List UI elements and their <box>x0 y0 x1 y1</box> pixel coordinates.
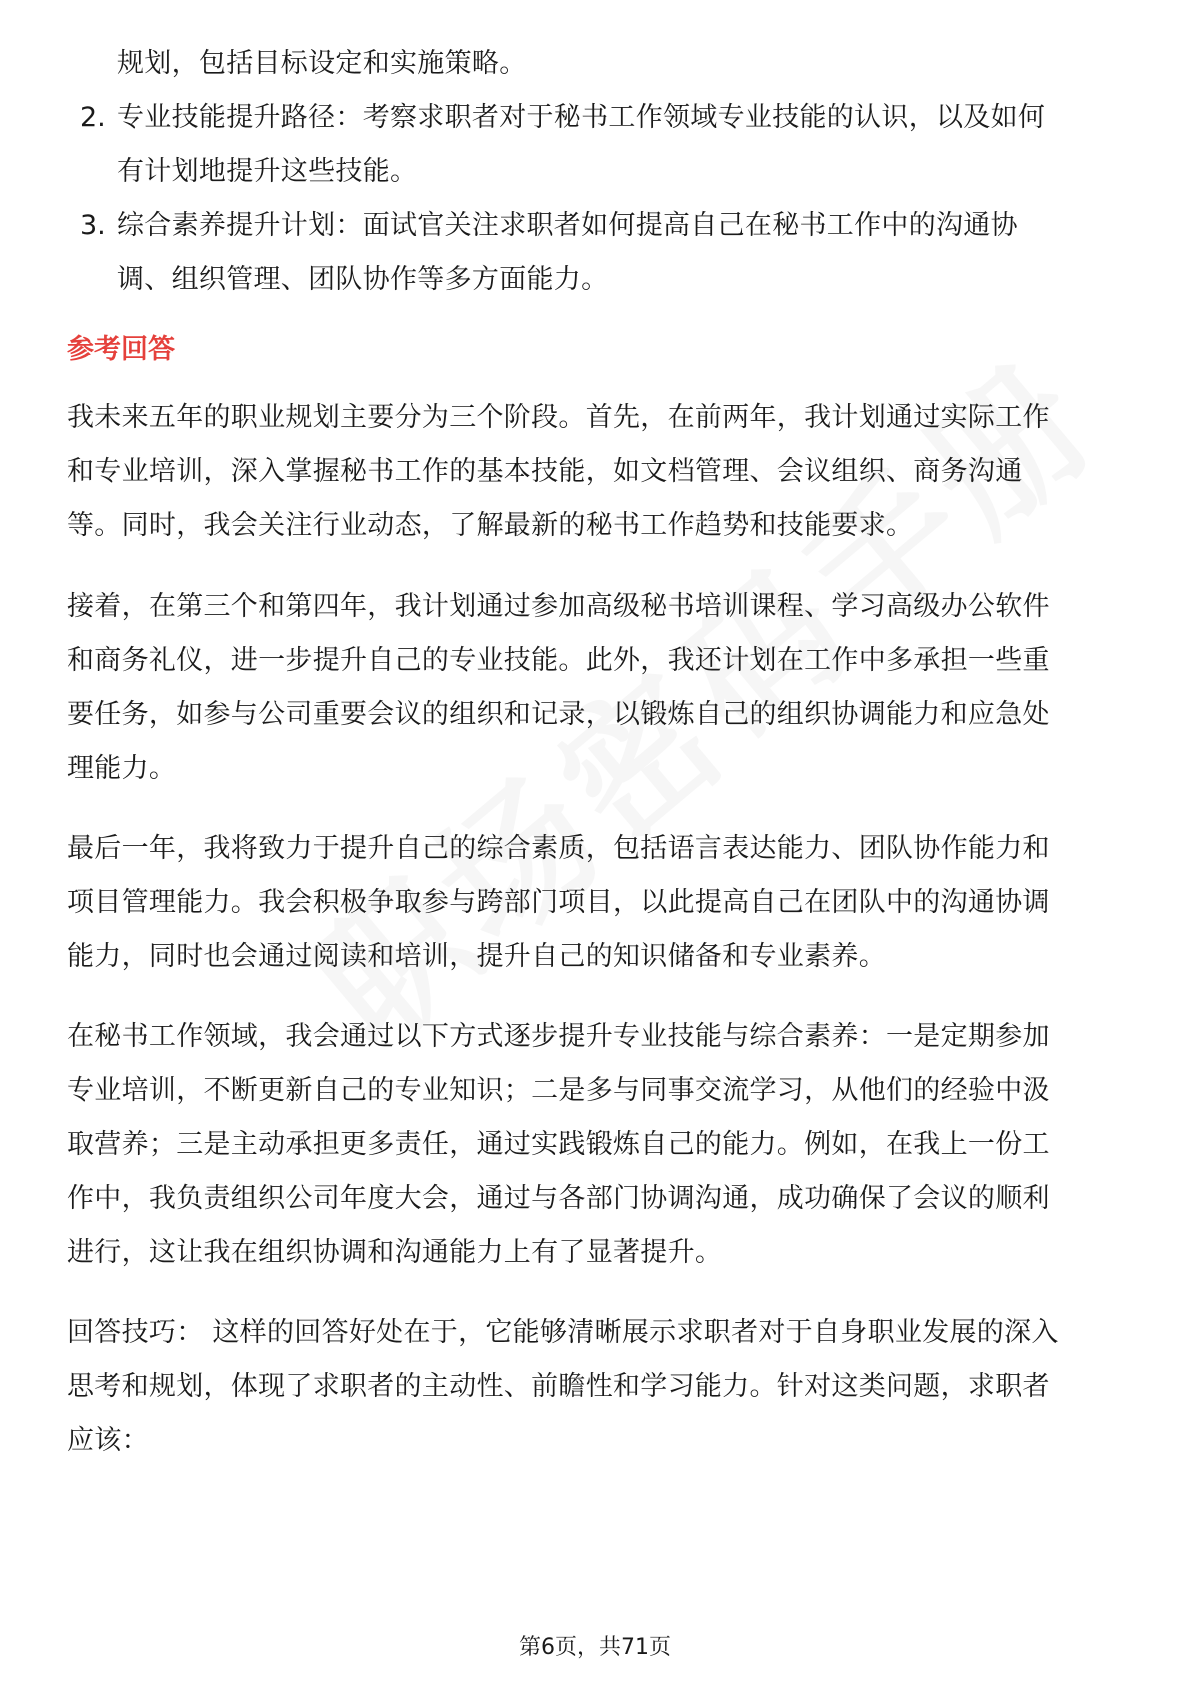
paragraph-line: 理能力。 <box>67 753 177 784</box>
list-number: 3. <box>80 210 106 241</box>
list-item-line: 专业技能提升路径：考察求职者对于秘书工作领域专业技能的认识，以及如何 <box>117 102 1046 133</box>
paragraph-line: 作中，我负责组织公司年度大会，通过与各部门协调沟通，成功确保了会议的顺利 <box>67 1183 1050 1214</box>
page-number-footer: 第6页，共71页 <box>519 1635 671 1660</box>
paragraph-line: 专业培训，不断更新自己的专业知识；二是多与同事交流学习，从他们的经验中汲 <box>67 1075 1050 1106</box>
paragraph-line: 要任务，如参与公司重要会议的组织和记录，以锻炼自己的组织协调能力和应急处 <box>67 699 1050 730</box>
paragraph-line: 取营养；三是主动承担更多责任，通过实践锻炼自己的能力。例如，在我上一份工 <box>67 1129 1050 1160</box>
list-item-line: 有计划地提升这些技能。 <box>117 156 418 187</box>
paragraph-line: 我未来五年的职业规划主要分为三个阶段。首先，在前两年，我计划通过实际工作 <box>67 402 1050 433</box>
list-item-line: 综合素养提升计划：面试官关注求职者如何提高自己在秘书工作中的沟通协 <box>117 210 1018 241</box>
paragraph-line: 和专业培训，深入掌握秘书工作的基本技能，如文档管理、会议组织、商务沟通 <box>67 456 1023 487</box>
paragraph-line: 应该： <box>67 1425 149 1456</box>
paragraph-line: 思考和规划，体现了求职者的主动性、前瞻性和学习能力。针对这类问题，求职者 <box>67 1371 1050 1402</box>
paragraph-line: 项目管理能力。我会积极争取参与跨部门项目，以此提高自己在团队中的沟通协调 <box>67 887 1050 918</box>
paragraph-line: 能力，同时也会通过阅读和培训，提升自己的知识储备和专业素养。 <box>67 941 886 972</box>
paragraph-line: 接着，在第三个和第四年，我计划通过参加高级秘书培训课程、学习高级办公软件 <box>67 591 1050 622</box>
list-item-1-continuation: 规划，包括目标设定和实施策略。 <box>117 48 527 79</box>
paragraph-line: 进行，这让我在组织协调和沟通能力上有了显著提升。 <box>67 1237 723 1268</box>
paragraph-line: 和商务礼仪，进一步提升自己的专业技能。此外，我还计划在工作中多承担一些重 <box>67 645 1050 676</box>
list-number: 2. <box>80 102 106 133</box>
paragraph-line: 最后一年，我将致力于提升自己的综合素质，包括语言表达能力、团队协作能力和 <box>67 833 1050 864</box>
paragraph-line: 回答技巧： 这样的回答好处在于，它能够清晰展示求职者对于自身职业发展的深入 <box>67 1317 1059 1348</box>
section-heading: 参考回答 <box>67 334 175 365</box>
paragraph-line: 等。同时，我会关注行业动态，了解最新的秘书工作趋势和技能要求。 <box>67 510 914 541</box>
paragraph-line: 在秘书工作领域，我会通过以下方式逐步提升专业技能与综合素养：一是定期参加 <box>67 1021 1050 1052</box>
list-item-line: 调、组织管理、团队协作等多方面能力。 <box>117 264 609 295</box>
